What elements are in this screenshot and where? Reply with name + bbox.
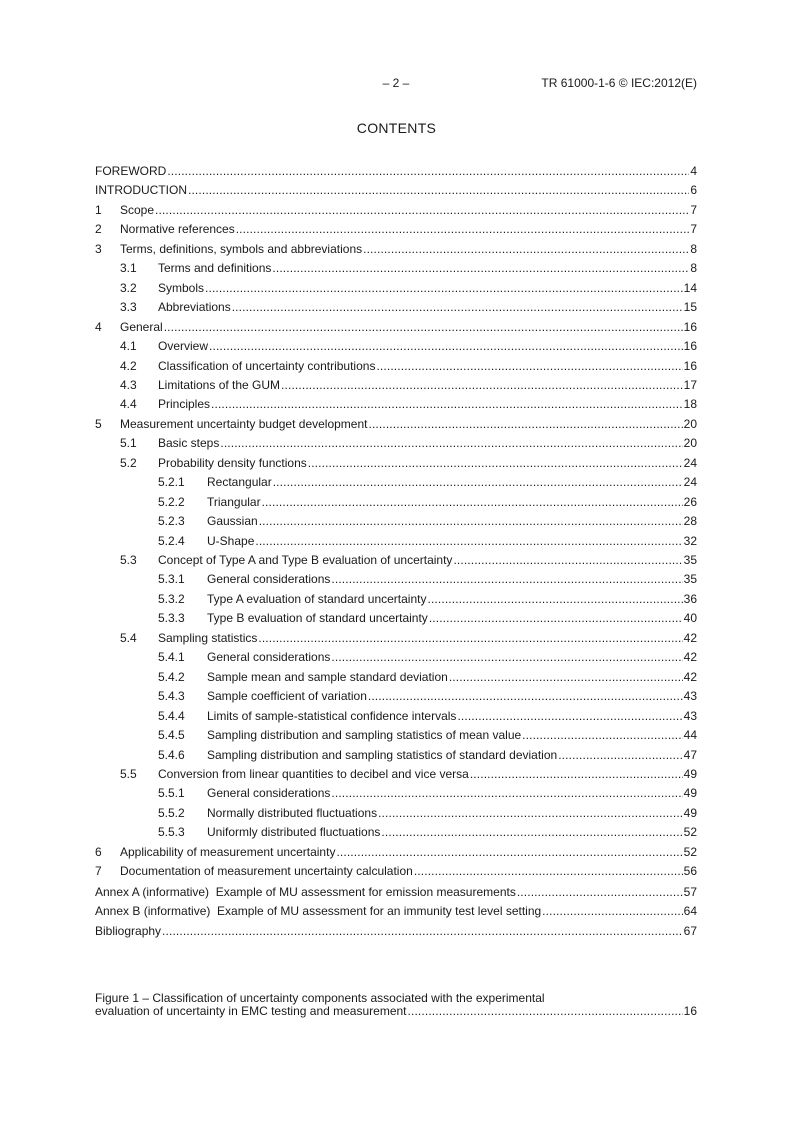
toc-entry-page: 64 <box>683 904 697 919</box>
toc-entry-lead <box>95 571 684 587</box>
page-title: CONTENTS <box>356 120 437 136</box>
toc-entry-page: 8 <box>690 241 697 256</box>
toc-entry-page: 8 <box>690 261 697 276</box>
toc-entry-title: INTRODUCTION <box>95 183 187 198</box>
toc-entry-lead <box>95 163 690 179</box>
toc-entry-page: 43 <box>683 689 697 704</box>
toc-entry-title: Sampling distribution and sampling statistics of standard deviation <box>207 747 558 762</box>
toc-entry-number: 5.5.1 <box>158 786 185 801</box>
toc-entry[interactable] <box>95 163 697 179</box>
toc-entry-title: Overview <box>158 339 209 354</box>
toc-entry-lead <box>95 416 684 432</box>
toc-entry-page: 42 <box>683 669 697 684</box>
dot-leader <box>414 863 683 879</box>
toc-entry-lead <box>95 785 684 801</box>
toc-entry[interactable] <box>95 591 697 607</box>
toc-entry-title: Bibliography <box>95 923 162 938</box>
toc-entry-number: 1 <box>95 202 102 217</box>
dot-leader <box>232 299 683 315</box>
toc-entry[interactable] <box>95 338 697 354</box>
toc-entry[interactable] <box>95 299 697 315</box>
toc-entry-number: 5.4 <box>120 630 137 645</box>
toc-entry-title: Terms and definitions <box>158 261 272 276</box>
toc-entry[interactable] <box>95 455 697 471</box>
toc-entry-number: 5.3.3 <box>158 611 185 626</box>
toc-entry-title: FOREWORD <box>95 164 167 178</box>
toc-entry-lead <box>95 688 684 704</box>
dot-leader <box>331 649 682 665</box>
toc-entry-page: 40 <box>683 611 697 626</box>
toc-entry-title: Normally distributed fluctuations <box>207 805 378 820</box>
toc-entry-number: 5.4.1 <box>158 650 185 665</box>
toc-entry-lead <box>95 630 684 646</box>
toc-entry-page: 36 <box>683 591 697 606</box>
toc-entry-title: Triangular <box>207 494 261 509</box>
toc-entry[interactable] <box>95 280 697 296</box>
toc-entry-number: 5 <box>95 416 102 431</box>
toc-entry-number: 5.4.4 <box>158 708 185 723</box>
toc-entry-number: 3 <box>95 241 102 256</box>
dot-leader <box>408 1005 683 1018</box>
dot-leader <box>209 338 683 354</box>
toc-entry-page: 42 <box>683 630 697 645</box>
toc-entry-lead <box>95 435 684 451</box>
toc-entry[interactable] <box>95 863 697 879</box>
toc-entry-lead <box>95 844 684 860</box>
toc-entry-page: 18 <box>683 397 697 412</box>
toc-entry-number: 5.3.1 <box>158 572 185 587</box>
toc-entry-title: General considerations <box>207 572 331 587</box>
toc-entry-lead <box>95 884 684 900</box>
toc-entry[interactable] <box>95 435 697 451</box>
toc-entry-number: 5.4.5 <box>158 728 185 743</box>
figure-entry-text: evaluation of uncertainty in EMC testing and measurement <box>95 1004 407 1018</box>
toc-entry-lead <box>95 533 684 549</box>
toc-entry-number: 4.3 <box>120 377 137 392</box>
toc-entry-title: Basic steps <box>158 436 220 451</box>
toc-entry-number: 5.2.4 <box>158 533 185 548</box>
toc-entry-page: 52 <box>683 844 697 859</box>
dot-leader <box>255 533 682 549</box>
toc-entry-number: 5.3.2 <box>158 591 185 606</box>
toc-entry-page: 15 <box>683 300 697 315</box>
toc-entry-page: 35 <box>683 553 697 567</box>
toc-entry-lead <box>95 182 690 198</box>
toc-entry-lead <box>95 338 684 354</box>
toc-entry-lead <box>95 649 684 665</box>
toc-entry-title: Annex B (informative) Example of MU assessment for an immunity test level setting <box>95 904 542 919</box>
toc-entry-lead <box>95 474 684 490</box>
toc-entry-lead <box>95 610 684 626</box>
toc-entry-title: Limitations of the GUM <box>158 377 281 392</box>
toc-entry-title: Documentation of measurement uncertainty calculation <box>120 864 413 879</box>
toc-entry-lead <box>95 747 684 763</box>
document-reference: TR 61000-1-6 © IEC:2012(E) <box>541 76 697 90</box>
toc-entry-page: 35 <box>683 572 697 587</box>
toc-entry[interactable] <box>95 669 697 685</box>
toc-entry[interactable] <box>95 396 697 412</box>
dot-leader <box>517 884 683 900</box>
toc-entry[interactable] <box>95 494 697 510</box>
dot-leader <box>453 552 682 568</box>
toc-entry-page: 16 <box>683 358 697 373</box>
figure-entry-line2 <box>95 1005 697 1018</box>
dot-leader <box>308 455 683 471</box>
toc-entry-number: 6 <box>95 844 102 859</box>
dot-leader <box>558 747 682 763</box>
toc-entry-title: Type B evaluation of standard uncertainty <box>207 611 428 626</box>
toc-entry-lead <box>95 358 684 374</box>
toc-entry-number: 4 <box>95 319 102 334</box>
toc-entry-title: Annex A (informative) Example of MU assessment for emission measurements <box>95 884 516 899</box>
toc-entry-lead <box>95 513 684 529</box>
toc-entry[interactable] <box>95 785 697 801</box>
toc-entry-number: 2 <box>95 222 102 237</box>
toc-entry-page: 16 <box>683 319 697 334</box>
dot-leader <box>457 708 682 724</box>
toc-entry-lead <box>95 727 684 743</box>
toc-entry-number: 5.1 <box>120 436 137 451</box>
toc-entry-lead <box>95 221 690 237</box>
dot-leader <box>273 474 683 490</box>
toc-entry-page: 49 <box>683 766 697 781</box>
toc-entry-title: Measurement uncertainty budget development <box>120 416 368 431</box>
toc-entry-number: 5.2 <box>120 455 137 470</box>
dot-leader <box>211 396 683 412</box>
toc-entry-page: 24 <box>683 455 697 470</box>
dot-leader <box>236 221 690 237</box>
toc-entry-page: 32 <box>683 533 697 548</box>
toc-entry-page: 14 <box>683 280 697 295</box>
toc-entry[interactable] <box>95 571 697 587</box>
toc-entry[interactable] <box>95 727 697 743</box>
toc-entry[interactable] <box>95 766 697 782</box>
dot-leader <box>164 319 683 335</box>
toc-entry-number: 4.2 <box>120 358 137 373</box>
toc-entry-page: 52 <box>683 825 697 840</box>
toc-entry[interactable] <box>95 241 697 257</box>
toc-entry-number: 5.2.1 <box>158 475 185 490</box>
toc-entry[interactable] <box>95 260 697 276</box>
toc-entry-number: 4.4 <box>120 397 137 412</box>
toc-entry-title: Concept of Type A and Type B evaluation of uncertainty <box>158 553 453 567</box>
toc-entry[interactable] <box>95 844 697 860</box>
toc-entry-lead <box>95 280 684 296</box>
toc-entry-lead <box>95 377 684 393</box>
toc-entry-lead <box>95 669 684 685</box>
toc-entry-number: 5.4.3 <box>158 689 185 704</box>
toc-entry-title: U-Shape <box>207 533 255 548</box>
toc-entry-page: 42 <box>683 650 697 665</box>
toc-entry-page: 16 <box>683 339 697 354</box>
toc-entry-page: 43 <box>683 708 697 723</box>
toc-entry-title: Applicability of measurement uncertainty <box>120 844 336 859</box>
toc-entry-lead <box>95 396 684 412</box>
toc-entry[interactable] <box>95 377 697 393</box>
toc-entry-page: 20 <box>683 436 697 451</box>
toc-entry[interactable] <box>95 688 697 704</box>
toc-entry[interactable] <box>95 630 697 646</box>
toc-entry-title: Sampling statistics <box>158 630 258 645</box>
toc-entry-title: Probability density functions <box>158 455 307 470</box>
toc-entry-lead <box>95 319 684 335</box>
dot-leader <box>220 435 682 451</box>
page-header <box>95 76 697 92</box>
toc-entry-lead <box>95 903 684 919</box>
toc-entry-title: Terms, definitions, symbols and abbreviations <box>120 241 363 256</box>
toc-entry-number: 5.5.3 <box>158 825 185 840</box>
dot-leader <box>381 824 682 840</box>
toc-entry-number: 3.3 <box>120 300 137 315</box>
toc-entry[interactable] <box>95 884 697 900</box>
toc-entry-lead <box>95 766 684 782</box>
toc-entry-title: Classification of uncertainty contributions <box>158 358 376 373</box>
toc-entry-page: 7 <box>690 202 697 217</box>
dot-leader <box>427 591 682 607</box>
toc-entry-number: 5.4.6 <box>158 747 185 762</box>
dot-leader <box>378 805 683 821</box>
toc-entry-title: Sample mean and sample standard deviation <box>207 669 448 684</box>
toc-entry-page: 67 <box>683 923 697 938</box>
toc-entry[interactable] <box>95 610 697 626</box>
toc-entry[interactable] <box>95 182 697 198</box>
figure-entry-line1: Figure 1 – Classification of uncertainty components associated with the experimental <box>95 991 545 1005</box>
toc-entry[interactable] <box>95 747 697 763</box>
toc-entry-number: 4.1 <box>120 339 137 354</box>
toc-entry-lead <box>95 241 690 257</box>
dot-leader <box>331 785 682 801</box>
toc-entry-page: 4 <box>690 164 697 178</box>
toc-entry-lead <box>95 824 684 840</box>
toc-entry-title: General considerations <box>207 786 331 801</box>
toc-entry-title: Conversion from linear quantities to decibel and vice versa <box>158 766 469 781</box>
toc-entry-lead <box>95 591 684 607</box>
toc-entry-title: Symbols <box>158 280 205 295</box>
toc-entry[interactable] <box>95 552 697 568</box>
toc-entry-page: 49 <box>683 786 697 801</box>
toc-entry-title: Uniformly distributed fluctuations <box>207 825 381 840</box>
dot-leader <box>331 571 682 587</box>
toc-entry-lead <box>95 299 684 315</box>
toc-entry-lead <box>95 455 684 471</box>
dot-leader <box>522 727 682 743</box>
toc-entry-title: General considerations <box>207 650 331 665</box>
toc-entry-title: Limits of sample-statistical confidence intervals <box>207 708 457 723</box>
toc-entry-number: 5.4.2 <box>158 669 185 684</box>
toc-entry-title: Rectangular <box>207 475 272 490</box>
toc-entry-page: 6 <box>690 183 697 198</box>
toc-entry-title: Sampling distribution and sampling statistics of mean value <box>207 728 522 743</box>
toc-entry-lead <box>95 552 684 568</box>
toc-entry-page: 20 <box>683 416 697 431</box>
toc-entry-title: Type A evaluation of standard uncertainty <box>207 591 427 606</box>
toc-entry-page: 17 <box>683 377 697 392</box>
dot-leader <box>155 202 689 218</box>
toc-entry[interactable] <box>95 319 697 335</box>
dot-leader <box>205 280 683 296</box>
toc-entry-page: 44 <box>683 728 697 743</box>
toc-entry-page: 28 <box>683 514 697 529</box>
dot-leader <box>368 416 682 432</box>
dot-leader <box>470 766 683 782</box>
dot-leader <box>368 688 683 704</box>
toc-entry[interactable] <box>95 358 697 374</box>
toc-entry-title: Scope <box>120 202 155 217</box>
toc-entry-number: 5.5.2 <box>158 805 185 820</box>
toc-entry[interactable] <box>95 824 697 840</box>
toc-entry-title: Gaussian <box>207 514 258 529</box>
toc-entry-lead <box>95 805 684 821</box>
toc-entry[interactable] <box>95 805 697 821</box>
toc-entry-lead <box>95 863 684 879</box>
toc-entry-lead <box>95 202 690 218</box>
dot-leader <box>449 669 683 685</box>
toc-entry-title: Abbreviations <box>158 300 231 315</box>
dot-leader <box>363 241 689 257</box>
toc-entry-number: 5.3 <box>120 553 137 567</box>
toc-entry[interactable] <box>95 708 697 724</box>
toc-entry[interactable] <box>95 202 697 218</box>
toc-entry-title: Sample coefficient of variation <box>207 689 367 704</box>
toc-entry-page: 57 <box>683 884 697 899</box>
toc-entry-number: 5.2.2 <box>158 494 185 509</box>
toc-entry-number: 7 <box>95 864 102 879</box>
dot-leader <box>259 513 683 529</box>
dot-leader <box>376 358 682 374</box>
toc-entry[interactable] <box>95 513 697 529</box>
toc-entry[interactable] <box>95 923 697 939</box>
toc-entry[interactable] <box>95 474 697 490</box>
toc-entry-number: 5.2.3 <box>158 514 185 529</box>
toc-entry[interactable] <box>95 649 697 665</box>
toc-entry[interactable] <box>95 533 697 549</box>
toc-entry-page: 26 <box>683 494 697 509</box>
dot-leader <box>429 610 683 626</box>
list-of-figures <box>95 992 697 1018</box>
toc-entry-title: General <box>120 319 163 334</box>
dot-leader <box>167 163 689 179</box>
dot-leader <box>188 182 689 198</box>
toc-entry[interactable] <box>95 221 697 237</box>
toc-entry[interactable] <box>95 416 697 432</box>
toc-entry-page: 7 <box>690 222 697 237</box>
toc-entry-lead <box>95 260 690 276</box>
toc-entry-page: 24 <box>683 475 697 490</box>
toc-entry-lead <box>95 708 684 724</box>
toc-entry[interactable] <box>95 903 697 919</box>
toc-entry-title: Normative references <box>120 222 235 237</box>
toc-entry-title: Principles <box>158 397 211 412</box>
dot-leader <box>262 494 683 510</box>
dot-leader <box>542 903 682 919</box>
dot-leader <box>162 923 683 939</box>
dot-leader <box>272 260 689 276</box>
toc-entry-lead <box>95 923 684 939</box>
dot-leader <box>258 630 682 646</box>
toc-entry-number: 5.5 <box>120 766 137 781</box>
page-number: – 2 – <box>382 76 410 90</box>
dot-leader <box>281 377 683 393</box>
toc-entry-page: 47 <box>683 747 697 762</box>
toc-entry-page: 56 <box>683 864 697 879</box>
toc-entry-lead <box>95 494 684 510</box>
toc-entry-number: 3.1 <box>120 261 137 276</box>
dot-leader <box>336 844 682 860</box>
figure-entry-page: 16 <box>683 1004 697 1018</box>
toc-entry-page: 49 <box>683 805 697 820</box>
toc-entry-number: 3.2 <box>120 280 137 295</box>
